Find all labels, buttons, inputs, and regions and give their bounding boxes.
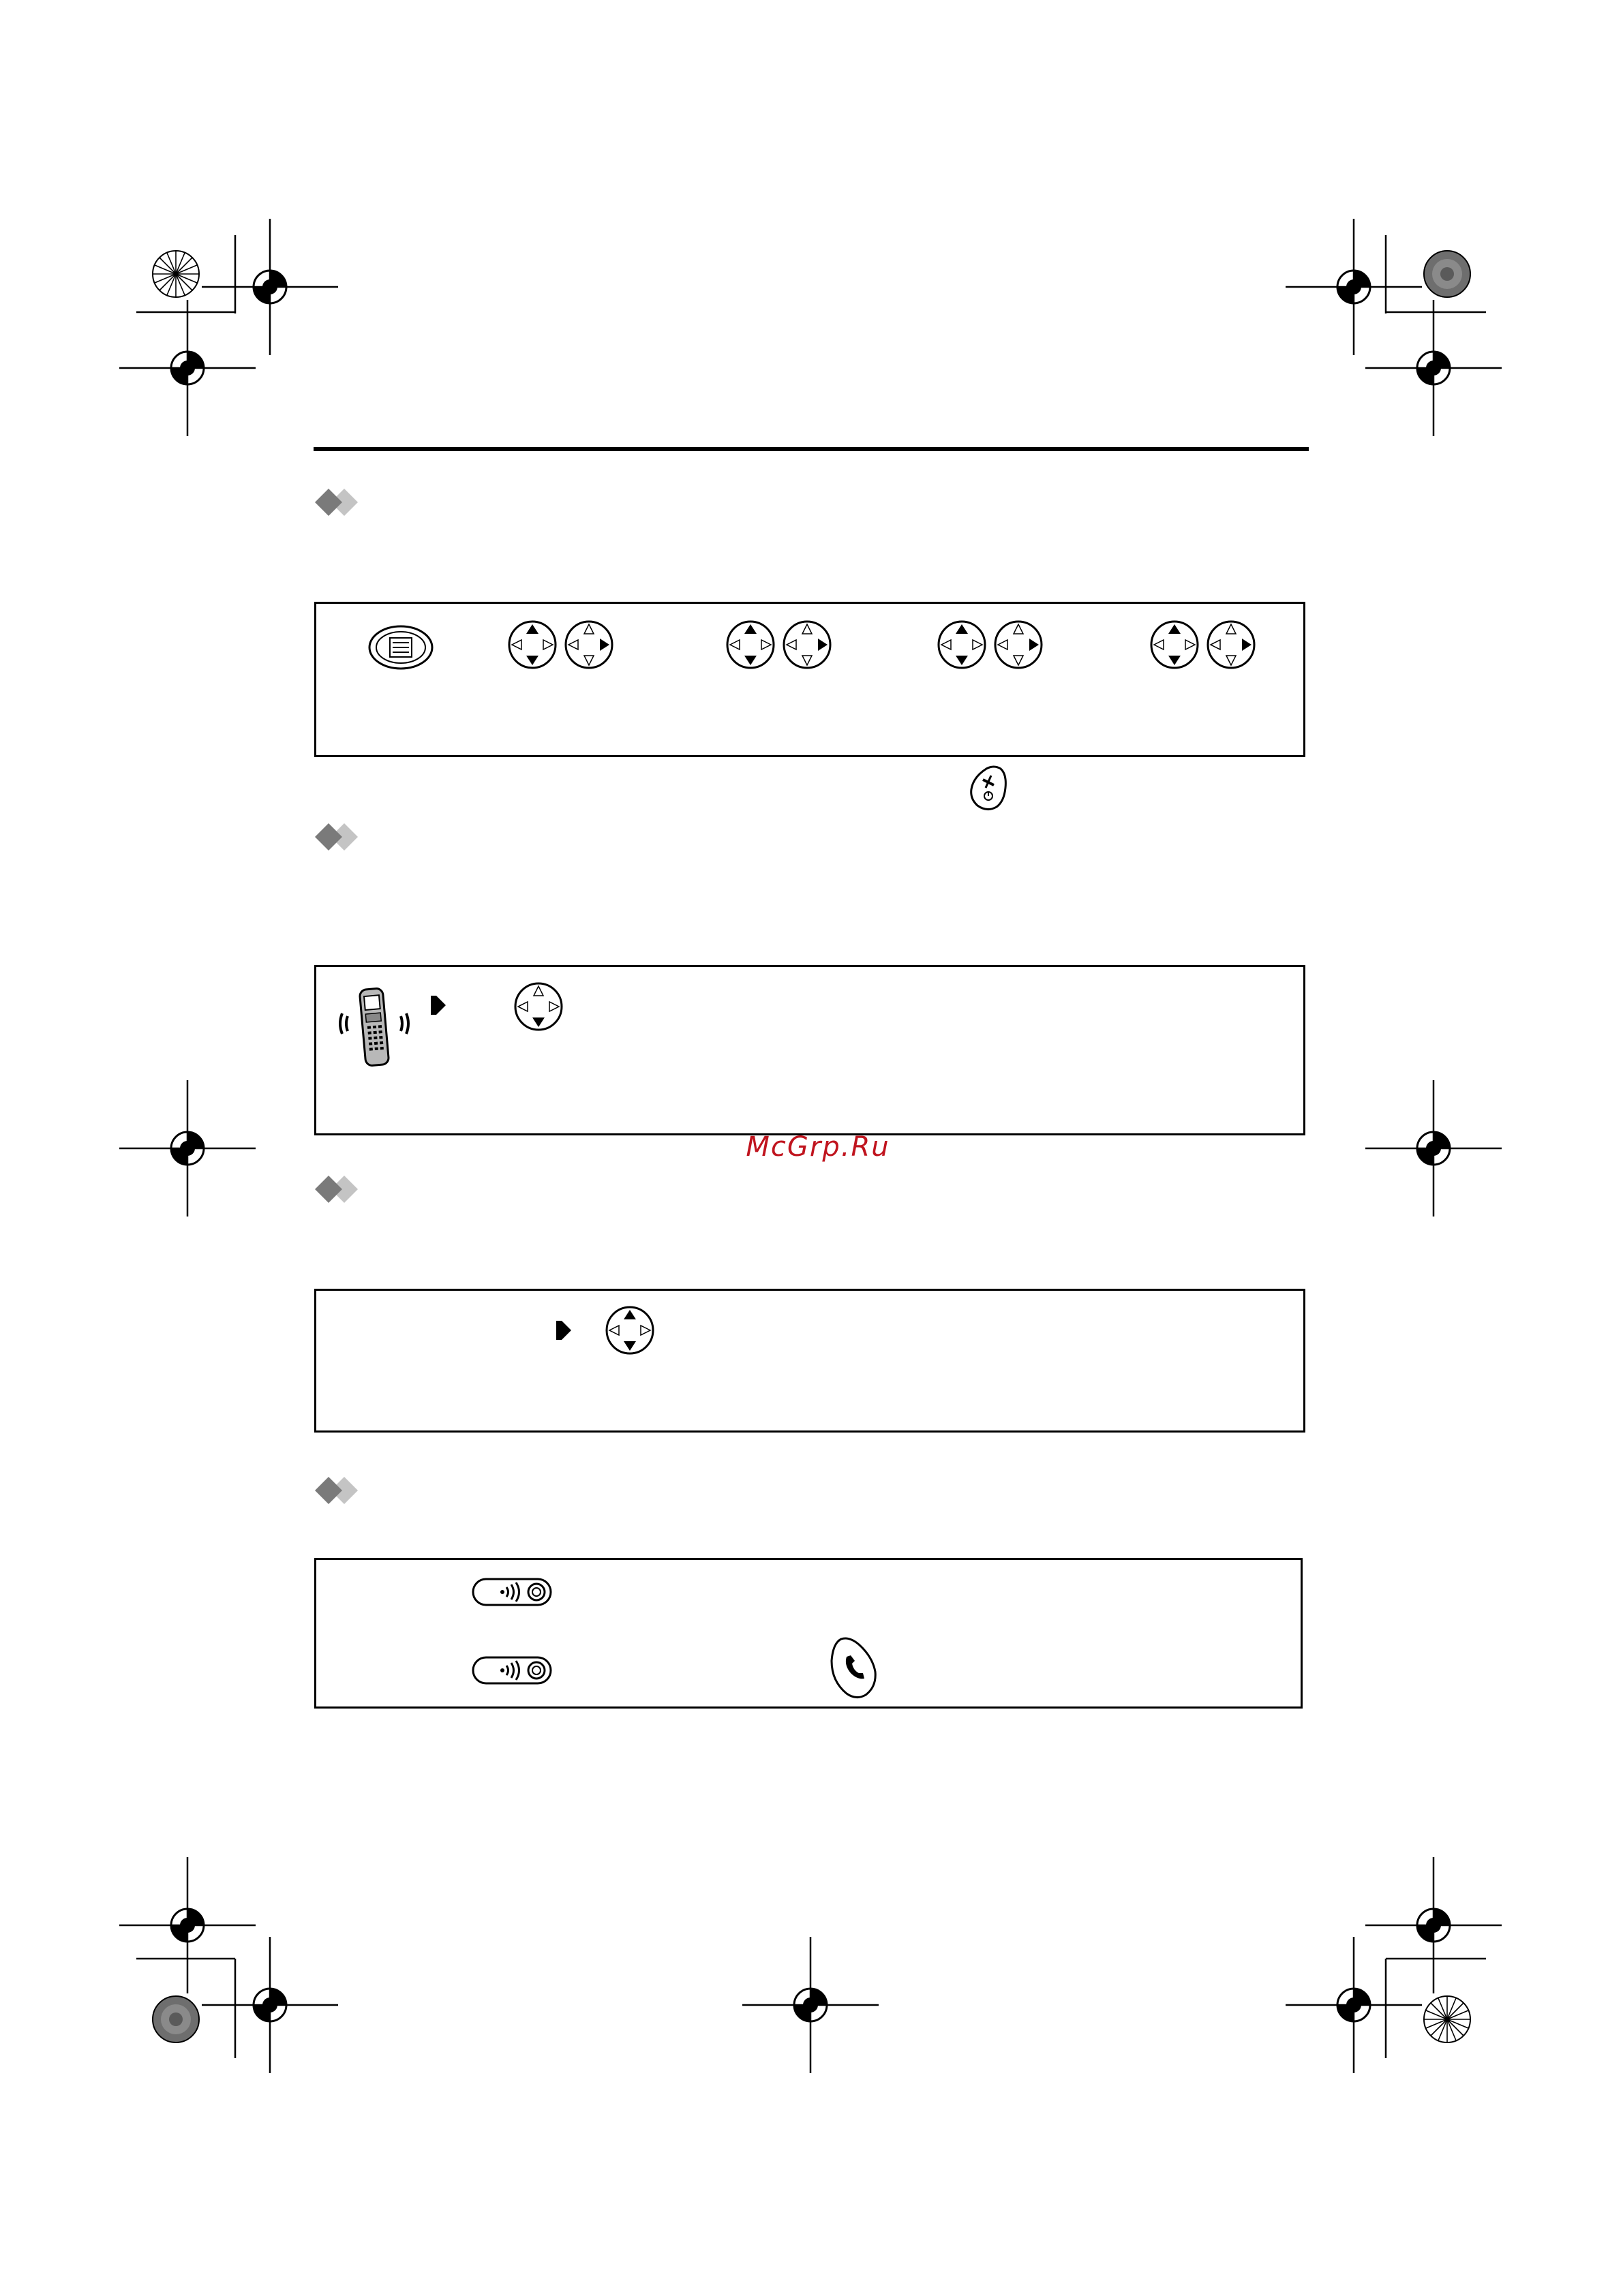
section-bullet-icon (314, 485, 368, 519)
navigation-key-icon[interactable] (723, 617, 778, 672)
arrow-right-icon (428, 993, 449, 1017)
menu-key-icon[interactable] (367, 624, 435, 671)
navigation-steps-box (314, 1289, 1305, 1433)
crosshair-icon (119, 1080, 256, 1216)
navigation-key-icon[interactable] (780, 617, 834, 672)
crosshair-icon (119, 300, 256, 436)
navigation-key-icon[interactable] (505, 617, 560, 672)
header-rule (314, 447, 1309, 451)
navigation-key-icon[interactable] (1147, 617, 1202, 672)
arrow-right-icon (553, 1318, 574, 1343)
crosshair-icon (1365, 1080, 1502, 1216)
crosshair-icon (202, 1937, 338, 2073)
navigation-key-icon[interactable] (562, 617, 616, 672)
color-wheel-icon (149, 1992, 203, 2047)
crosshair-icon (742, 1937, 879, 2073)
section-bullet-icon (314, 820, 368, 854)
color-wheel-icon (1420, 247, 1474, 301)
handset-ringing-icon (337, 986, 412, 1068)
crosshair-icon (1365, 300, 1502, 436)
navigation-key-icon[interactable] (603, 1303, 657, 1358)
color-wheel-icon (1420, 1992, 1474, 2047)
navigation-key-icon[interactable] (1204, 617, 1258, 672)
navigation-key-icon[interactable] (991, 617, 1046, 672)
intercom-key-icon[interactable] (471, 1577, 553, 1607)
watermark: McGrp.Ru (746, 1131, 890, 1163)
section-bullet-icon (314, 1473, 368, 1507)
section-bullet-icon (314, 1172, 368, 1206)
navigation-key-icon[interactable] (935, 617, 989, 672)
end-power-key-icon[interactable] (968, 765, 1009, 812)
intercom-steps-box (314, 1558, 1303, 1709)
color-wheel-icon (149, 247, 203, 301)
navigation-key-icon[interactable] (511, 979, 566, 1034)
handset-steps-box (314, 965, 1305, 1135)
menu-steps-box (314, 602, 1305, 757)
intercom-key-icon[interactable] (471, 1655, 553, 1685)
talk-key-icon[interactable] (828, 1634, 882, 1702)
crosshair-icon (1286, 1937, 1422, 2073)
